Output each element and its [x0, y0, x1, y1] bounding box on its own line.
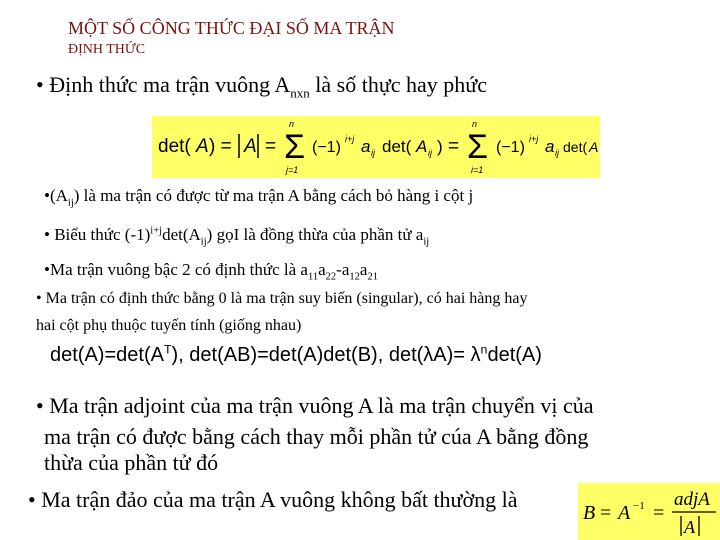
bullet-singular-matrix: • Ma trận có định thức bằng 0 là ma trận suy biến (singular), có hai hàng hay: [36, 290, 528, 307]
bullet-determinant-definition: • Định thức ma trận vuông $A_{nxn}$ là số thực hay phức: [36, 72, 487, 101]
slide-title: MỘT SỐ CÔNG THỨC ĐẠI SỐ MA TRẬN: [68, 18, 395, 38]
svg-text:i+j: i+j: [345, 134, 355, 144]
determinant-expansion-formula: [152, 116, 600, 178]
bullet-cofactor-definition: • Biểu thức $(-1)^{i+j}\det(A_{ij})$ gọI là đồng thừa của phần tử $a_{ij}$: [44, 225, 430, 248]
determinant-expansion-formula-graphic: [152, 116, 600, 178]
svg-text:A: A: [196, 136, 209, 157]
svg-text:det(: det(: [563, 139, 588, 155]
svg-text:Σ: Σ: [467, 128, 489, 166]
svg-text:Σ: Σ: [284, 128, 306, 166]
svg-text:B: B: [583, 502, 596, 524]
svg-text:=: =: [653, 502, 665, 524]
svg-text:A: A: [618, 502, 631, 524]
determinant-properties: $\det(A)=\det(A^T)$, det(AB)=det(A)det(B), $\det(\lambda A)= \lambda^n\det(A)$: [50, 342, 542, 366]
svg-text:ij: ij: [371, 148, 375, 158]
svg-text:det(: det(: [158, 136, 191, 157]
inverse-matrix-formula-graphic: [578, 483, 720, 540]
svg-text:det(: det(: [382, 137, 412, 156]
svg-text:i=1: i=1: [471, 165, 484, 175]
svg-text:=: =: [600, 502, 612, 524]
svg-text:i+j: i+j: [529, 134, 539, 144]
bullet-adjoint-line1: • Ma trận adjoint của ma trận vuông A là ma trận chuyển vị của: [36, 393, 594, 418]
svg-text:a: a: [545, 137, 555, 156]
svg-text:n: n: [289, 119, 295, 129]
svg-text:(−1): (−1): [312, 139, 341, 156]
slide-subtitle: ĐỊNH THỨC: [68, 42, 146, 57]
svg-text:a: a: [361, 137, 371, 156]
svg-text:=: =: [265, 136, 277, 157]
bullet-minor-definition: $•(A_{ij})$ là ma trận có được từ ma trận A bằng cách bỏ hàng i cột j: [44, 186, 474, 209]
svg-text:=: =: [448, 136, 460, 157]
inverse-matrix-formula: [578, 483, 720, 540]
bullet-2x2-determinant: •Ma trận vuông bậc 2 có định thức là $a_{11}a_{22}-a_{12}a_{21}$: [44, 260, 378, 283]
bullet-singular-matrix-line2: hai cột phụ thuộc tuyến tính (giống nhau): [36, 317, 302, 334]
svg-text:): ): [437, 137, 443, 156]
svg-text:adjA: adjA: [674, 489, 710, 510]
svg-text:ij: ij: [555, 148, 559, 158]
svg-text:(−1): (−1): [496, 139, 525, 156]
svg-text:A: A: [416, 137, 428, 156]
svg-text:A: A: [244, 136, 257, 157]
bullet-adjoint-line3: thừa của phần tử đó: [44, 450, 219, 475]
svg-text:−1: −1: [633, 500, 645, 512]
svg-text:A: A: [684, 517, 695, 537]
svg-text:n: n: [472, 119, 478, 129]
svg-text:) =: ) =: [209, 136, 232, 157]
svg-text:ij: ij: [428, 148, 432, 158]
svg-text:j=1: j=1: [286, 165, 299, 175]
bullet-inverse-matrix: • Ma trận đảo của ma trận A vuông không bất thường là: [28, 487, 518, 512]
svg-text:A: A: [589, 139, 599, 155]
bullet-adjoint-line2: ma trận có được bằng cách thay mỗi phần tử cúa A bằng đồng: [44, 424, 589, 449]
